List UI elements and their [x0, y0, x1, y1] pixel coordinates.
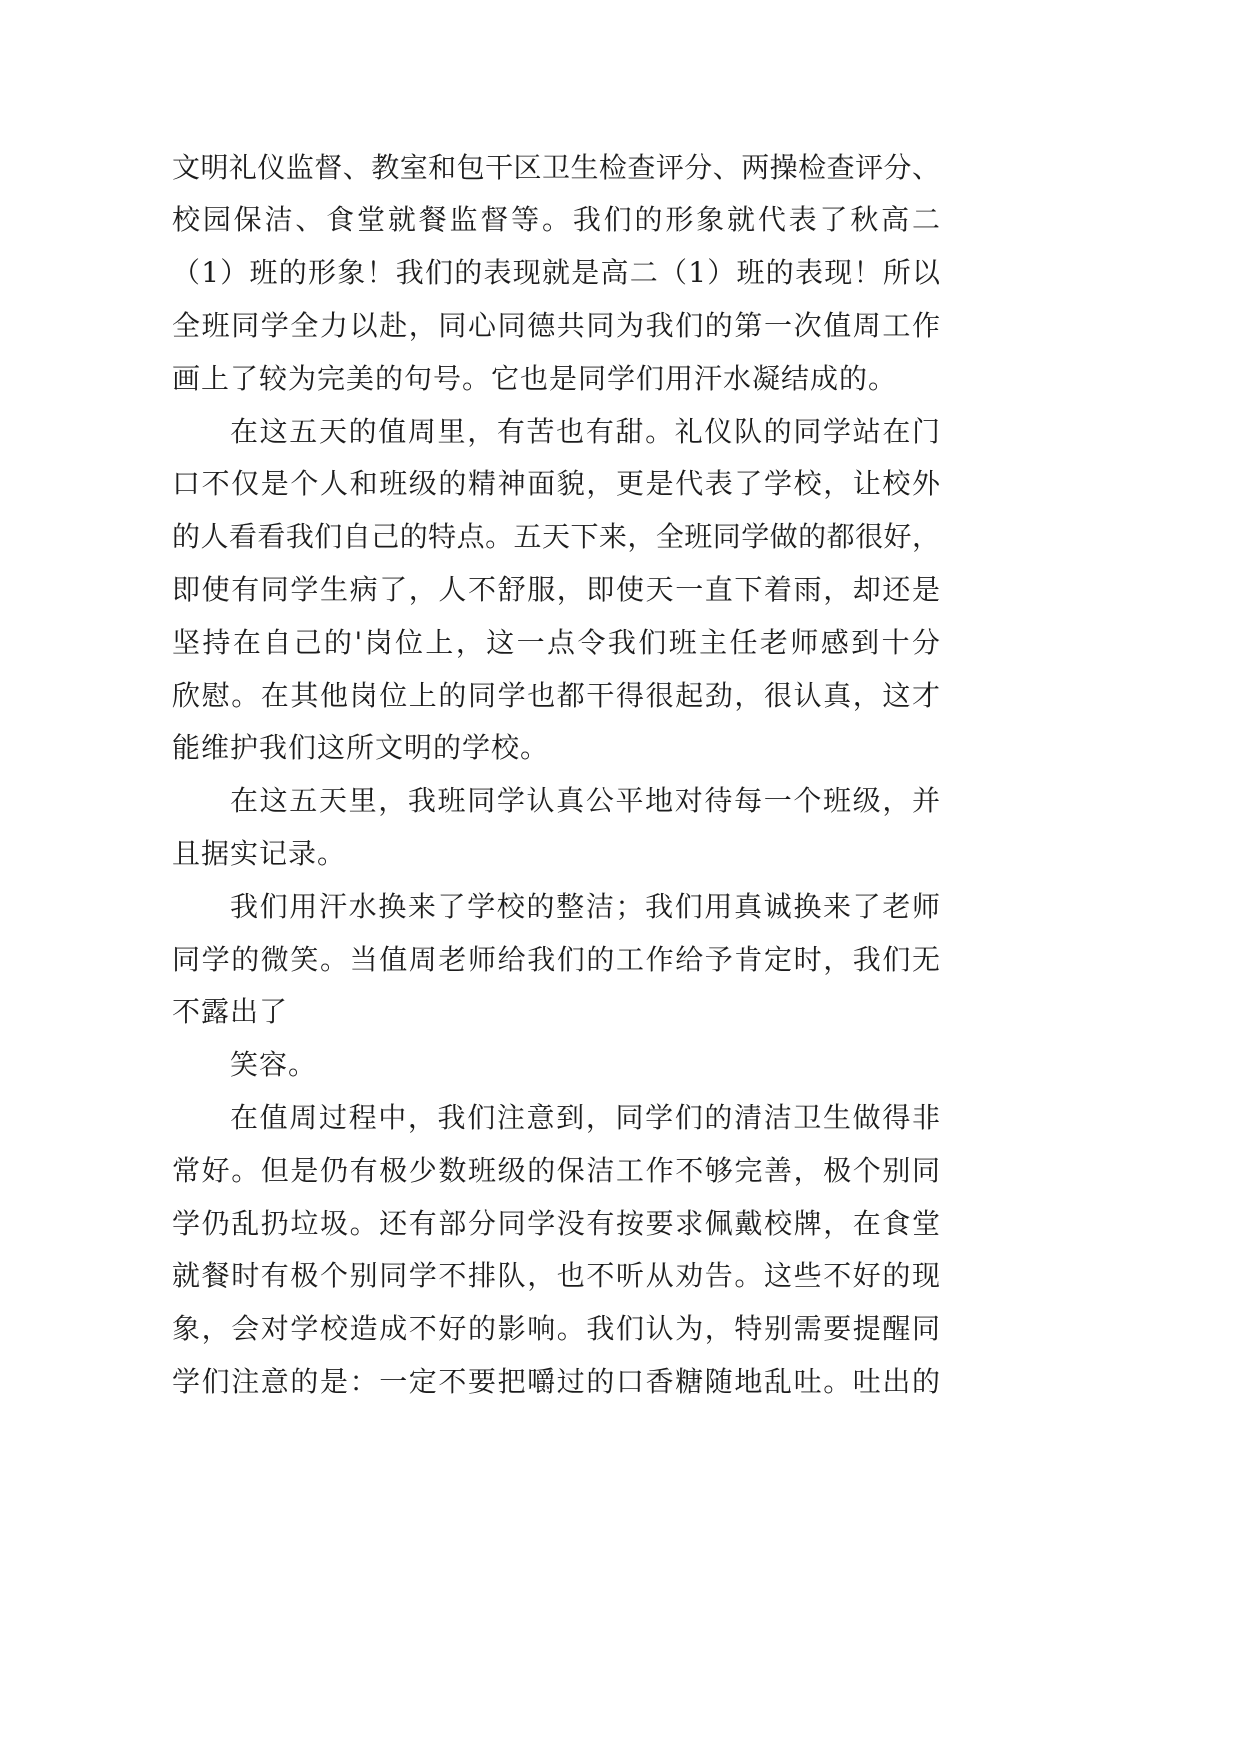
text-line: 笑容。	[230, 1048, 318, 1082]
paragraph	[172, 1092, 940, 1409]
text-line: 文明礼仪监督、教室和包干区卫生检查评分、两操检查评分、	[172, 150, 940, 184]
text-line: 我们用汗水换来了学校的整洁；我们用真诚换来了老师	[230, 889, 940, 923]
text-line: 能维护我们这所文明的学校。	[172, 731, 550, 765]
text-line: 画上了较为完美的句号。它也是同学们用汗水凝结成的。	[172, 361, 898, 395]
text-line: 且据实记录。	[172, 836, 347, 870]
text-line: 坚持在自己的'岗位上，这一点令我们班主任老师感到十分	[172, 625, 940, 659]
text-line: 的人看看我们自己的特点。五天下来，全班同学做的都很好，	[172, 520, 940, 554]
paragraph	[172, 142, 940, 406]
text-line: 学们注意的是：一定不要把嚼过的口香糖随地乱吐。吐出的	[172, 1364, 940, 1398]
text-line: 同学的微笑。当值周老师给我们的工作给予肯定时，我们无	[172, 942, 940, 976]
text-line: 在值周过程中，我们注意到，同学们的清洁卫生做得非	[230, 1100, 940, 1134]
text-line: 校园保洁、食堂就餐监督等。我们的形象就代表了秋高二	[172, 203, 940, 237]
text-line: 欣慰。在其他岗位上的同学也都干得很起劲，很认真，这才	[172, 678, 940, 712]
paragraph	[172, 1039, 940, 1092]
text-line: 在这五天的值周里，有苦也有甜。礼仪队的同学站在门	[230, 414, 940, 448]
text-line: 口不仅是个人和班级的精神面貌，更是代表了学校，让校外	[172, 467, 940, 501]
paragraph	[172, 775, 940, 881]
paragraph	[172, 881, 940, 1039]
text-line: 象，会对学校造成不好的影响。我们认为，特别需要提醒同	[172, 1312, 940, 1346]
text-line: 学仍乱扔垃圾。还有部分同学没有按要求佩戴校牌，在食堂	[172, 1206, 940, 1240]
body-text	[172, 142, 940, 1409]
text-line: 全班同学全力以赴，同心同德共同为我们的第一次值周工作	[172, 308, 940, 342]
text-line: 常好。但是仍有极少数班级的保洁工作不够完善，极个别同	[172, 1153, 940, 1187]
text-line: （1）班的形象！我们的表现就是高二（1）班的表现！所以	[172, 256, 940, 290]
text-line: 就餐时有极个别同学不排队，也不听从劝告。这些不好的现	[172, 1259, 940, 1293]
text-line: 在这五天里，我班同学认真公平地对待每一个班级，并	[230, 784, 940, 818]
text-line: 不露出了	[172, 995, 289, 1029]
text-line: 即使有同学生病了，人不舒服，即使天一直下着雨，却还是	[172, 572, 940, 606]
paragraph	[172, 406, 940, 776]
